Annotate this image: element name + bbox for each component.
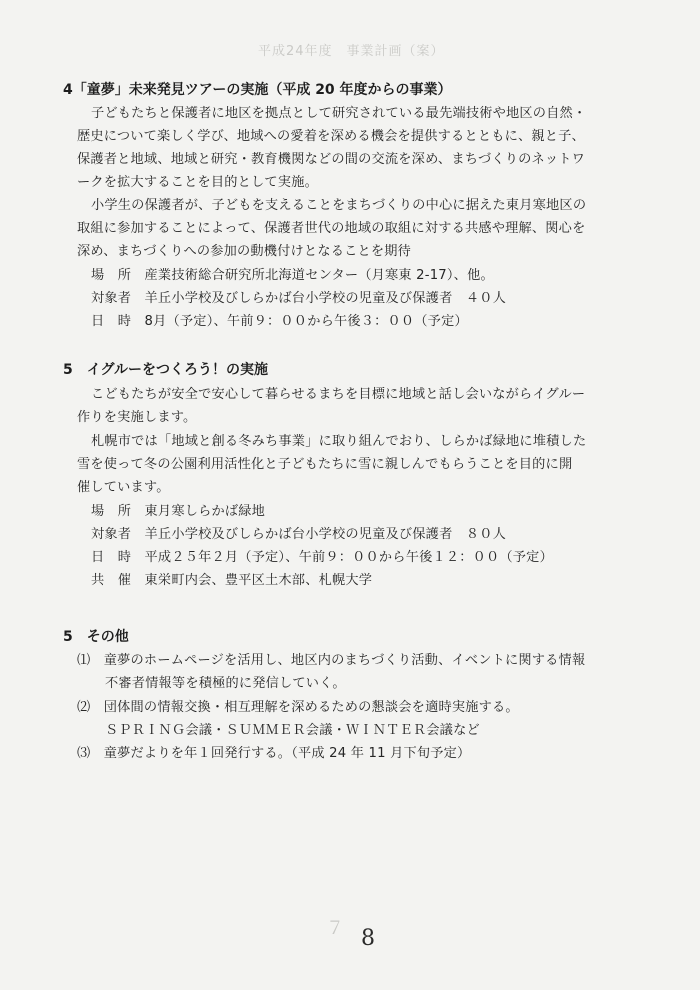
bleed-through-title: 平成24年度 事業計画（案） bbox=[258, 44, 445, 59]
section-4-paragraph-1-line-1: 子どもたちと保護者に地区を拠点として研究されている最先端技術や地区の自然・ bbox=[91, 106, 587, 121]
other-item-2-line-1: ⑵ 団体間の情報交換・相互理解を深めるための懇談会を適時実施する。 bbox=[77, 700, 519, 715]
other-item-1-line-1: ⑴ 童夢のホームページを活用し、地区内のまちづくり活動、イベントに関する情報 bbox=[77, 653, 586, 668]
section-5-target: 対象者 羊丘小学校及びしらかば台小学校の児童及び保護者 ８０人 bbox=[91, 527, 507, 542]
section-4-paragraph-2-line-3: 深め、まちづくりへの参加の動機付けとなることを期待 bbox=[77, 244, 412, 259]
section-4-paragraph-1-line-4: ークを拡大することを目的として実施。 bbox=[77, 175, 318, 190]
section-4-place: 場 所 産業技術総合研究所北海道センター（月寒東 2-17）、他。 bbox=[91, 268, 494, 283]
section-4-paragraph-2-line-1: 小学生の保護者が、子どもを支えることをまちづくりの中心に据えた東月寒地区の bbox=[91, 198, 587, 213]
section-5-date: 日 時 平成２５年２月（予定）、午前９：００から午後１２：００（予定） bbox=[91, 550, 553, 565]
bleed-through-mark: ７ bbox=[326, 918, 345, 939]
section-4-paragraph-2-line-2: 取組に参加することによって、保護者世代の地域の取組に対する共感や理解、関心を bbox=[77, 221, 586, 236]
section-4-date: 日 時 8月（予定）、午前９：００から午後３：００（予定） bbox=[91, 314, 468, 329]
other-item-3-line-1: ⑶ 童夢だよりを年１回発行する。（平成 24 年 11 月下旬予定） bbox=[77, 746, 471, 761]
section-4-heading: 4「童夢」未来発見ツアーの実施（平成 20 年度からの事業） bbox=[63, 82, 452, 98]
section-other-heading: 5 その他 bbox=[63, 629, 129, 645]
section-4-paragraph-1-line-2: 歴史について楽しく学び、地域への愛着を深める機会を提供するとともに、親と子、 bbox=[77, 129, 585, 144]
section-5-paragraph-2-line-1: 札幌市では「地域と創る冬みち事業」に取り組んでおり、しらかば緑地に堆積した bbox=[91, 434, 587, 449]
section-4-target: 対象者 羊丘小学校及びしらかば台小学校の児童及び保護者 ４０人 bbox=[91, 291, 507, 306]
other-item-1-line-2: 不審者情報等を積極的に発信していく。 bbox=[105, 676, 346, 691]
section-5-place: 場 所 東月寒しらかば緑地 bbox=[91, 504, 266, 519]
section-5-heading: 5 イグルーをつくろう！の実施 bbox=[63, 362, 269, 378]
section-5-paragraph-1-line-2: 作りを実施します。 bbox=[77, 410, 197, 425]
other-item-2-line-2: ＳＰＲＩＮＧ会議・ＳＵＭＭＥＲ会議・ＷＩＮＴＥＲ会議など bbox=[105, 723, 480, 738]
section-5-cohost: 共 催 東栄町内会、豊平区土木部、札幌大学 bbox=[91, 573, 373, 588]
section-5-paragraph-1-line-1: こどもたちが安全で安心して暮らせるまちを目標に地域と話し会いながらイグルー bbox=[91, 387, 586, 402]
page-number: 8 bbox=[361, 926, 375, 951]
section-5-paragraph-2-line-3: 催しています。 bbox=[77, 480, 170, 495]
section-5-paragraph-2-line-2: 雪を使って冬の公園利用活性化と子どもたちに雪に親しんでもらうことを目的に開 bbox=[77, 457, 573, 472]
section-4-paragraph-1-line-3: 保護者と地域、地域と研究・教育機関などの間の交流を深め、まちづくりのネットワ bbox=[77, 152, 586, 167]
